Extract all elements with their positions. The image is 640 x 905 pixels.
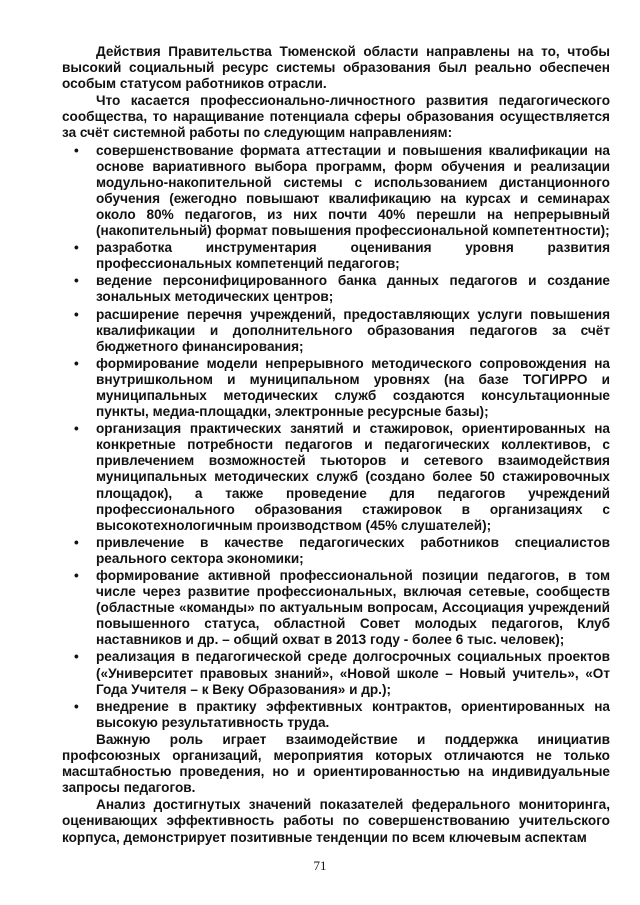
list-item-text: совершенствование формата аттестации и повышения квалификации на основе вариативного выбора программ, форм обучения и реализации модульно-накопительной системы с использованием дистанционного обучения (ежегодно повышают квалификацию на курсах и семинарах около 80% педагогов, из них почти 40% перешли на непрерывный (накопительный) формат повышения профессиональной компетентности); xyxy=(96,142,610,239)
list-item-text: привлечение в качестве педагогических работников специалистов реального сектора экономики; xyxy=(96,534,610,566)
bullet-icon: • xyxy=(74,698,79,714)
page-body xyxy=(62,44,610,847)
bullet-icon: • xyxy=(74,649,79,665)
paragraph: Что касается профессионально-личностного развития педагогического сообщества, то наращивание потенциала сферы образования осуществляется за счёт системной работы по следующим направлениям: xyxy=(62,93,610,141)
list-item xyxy=(62,649,610,697)
bullet-list xyxy=(62,143,610,731)
list-item-text: расширение перечня учреждений, предоставляющих услуги повышения квалификации и дополнительного образования педагогов за счёт бюджетного финансирования; xyxy=(96,306,610,354)
paragraph: Действия Правительства Тюменской области направлены на то, чтобы высокий социальный ресурс системы образования был реально обеспечен особым статусом работников отрасли. xyxy=(62,44,610,92)
list-item xyxy=(62,568,610,648)
list-item-text: разработка инструментария оценивания уровня развития профессиональных компетенций педагогов; xyxy=(96,240,610,272)
bullet-icon: • xyxy=(74,306,79,322)
list-item xyxy=(62,307,610,355)
list-item xyxy=(62,356,610,420)
list-item xyxy=(62,421,610,534)
bullet-icon: • xyxy=(74,142,79,158)
list-item-text: формирование активной профессиональной позиции педагогов, в том числе через развитие профессиональных, включая сетевые, сообществ (областные «команды» по актуальным вопросам, Ассоциация учреждений повышенного статуса, областной Совет молодых педагогов, Клуб наставников и др. – общий охват в 2013 году - более 6 тыс. человек); xyxy=(96,568,610,648)
list-item-text: ведение персонифицированного банка данных педагогов и создание зональных методических центров; xyxy=(96,273,610,305)
list-item-text: внедрение в практику эффективных контрактов, ориентированных на высокую результативность труда. xyxy=(96,698,610,730)
bullet-icon: • xyxy=(74,273,79,289)
list-item-text: организация практических занятий и стажировок, ориентированных на конкретные потребности педагогов и педагогических коллективов, с привлечением возможностей тьюторов и сетевого взаимодействия муниципальных методических служб (создано более 50 стажировочных площадок), а также проведение для педагогов учреждений профессионального образования стажировок в организациях с высокотехнологичным производством (45% слушателей); xyxy=(96,421,610,533)
bullet-icon: • xyxy=(74,240,79,256)
list-item xyxy=(62,240,610,272)
bullet-icon: • xyxy=(74,568,79,583)
bullet-icon: • xyxy=(74,534,79,550)
bullet-icon: • xyxy=(74,355,79,371)
list-item xyxy=(62,699,610,731)
paragraph: Анализ достигнутых значений показателей федерального мониторинга, оценивающих эффективность работы по совершенствованию учительского корпуса, демонстрирует позитивные тенденции по всем ключевым аспектам xyxy=(62,797,610,845)
page-number: 71 xyxy=(313,858,327,873)
bullet-icon: • xyxy=(74,421,79,437)
paragraph: Важную роль играет взаимодействие и поддержка инициатив профсоюзных организаций, мероприятия которых отличаются не только масштабностью проведения, но и ориентированностью на индивидуальные запросы педагогов. xyxy=(62,731,610,796)
list-item xyxy=(62,535,610,567)
list-item xyxy=(62,143,610,240)
list-item-text: реализация в педагогической среде долгосрочных социальных проектов («Университет правовых знаний», «Новой школе – Новый учитель», «От Года Учителя – к Веку Образования» и др.); xyxy=(96,649,610,697)
list-item-text: формирование модели непрерывного методического сопровождения на внутришкольном и муниципальном уровнях (на базе ТОГИРРО и муниципальных методических служб создаются консультационные пункты, медиа-площадки, электронные ресурсные базы); xyxy=(96,355,610,420)
list-item xyxy=(62,273,610,305)
